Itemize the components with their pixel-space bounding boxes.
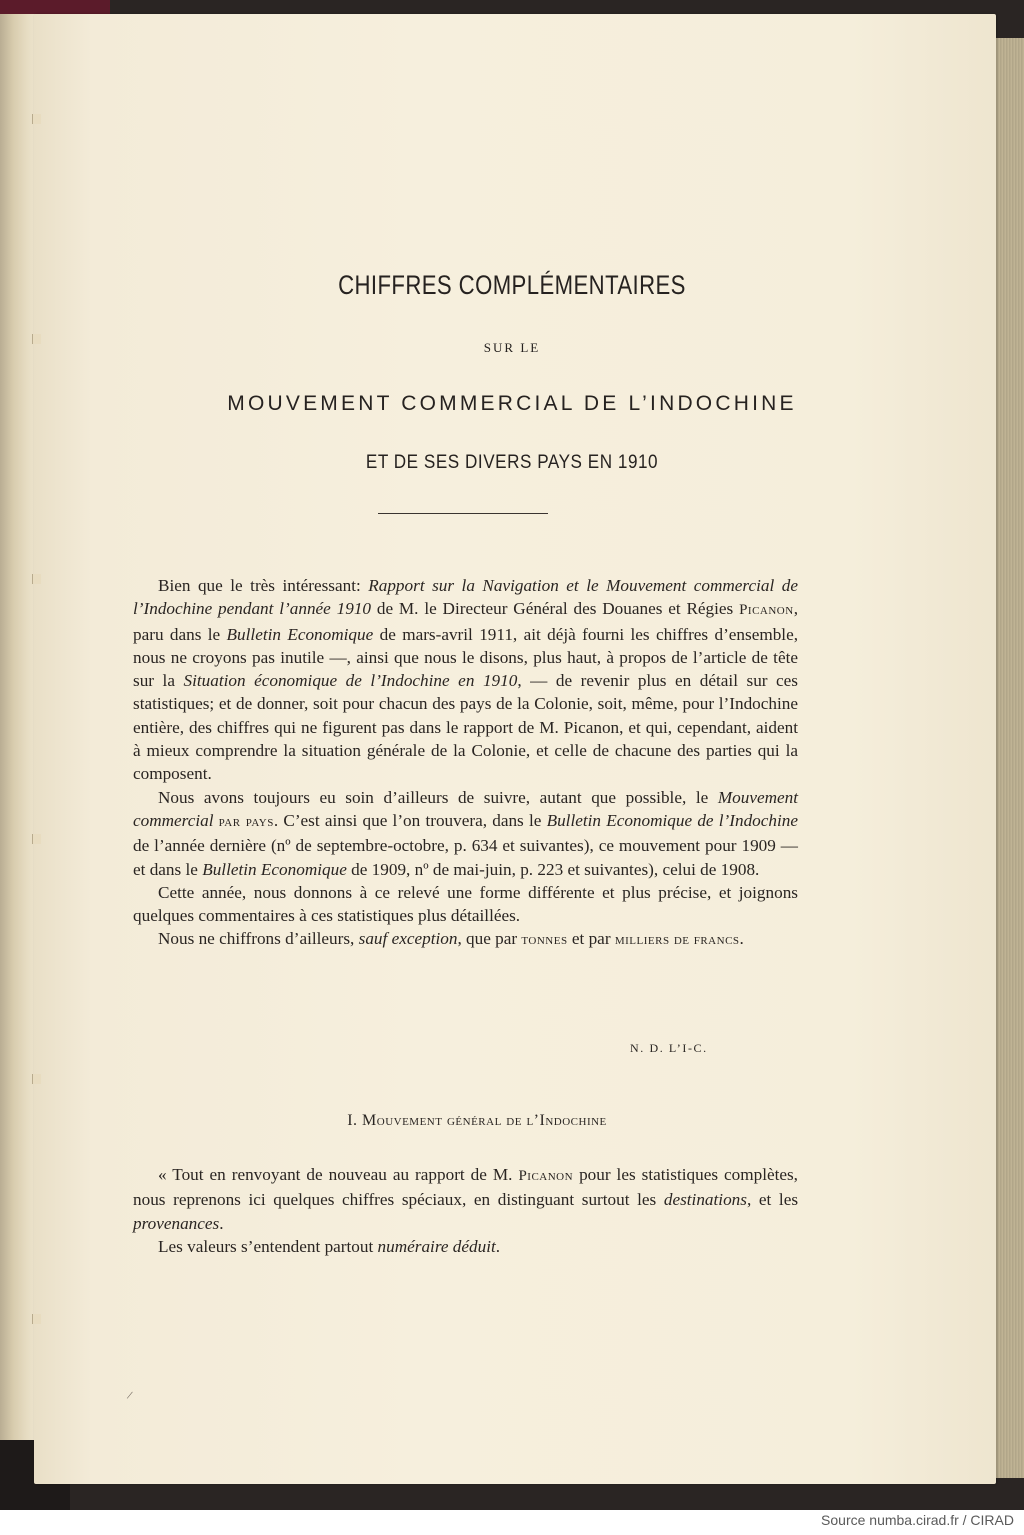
intro-paragraph-2: Nous avons toujours eu soin d’ailleurs de suivre, autant que possible, le Mouvement commercial par pays. C’est ainsi que l’on trouvera, dans le Bulletin Economique de l’Indochine de l’année dernière (nº de septembre-octobre, p. 634 et suivantes), ce mouvement pour 1909 — et dans le Bulletin Economique de 1909, nº de mai-juin, p. 223 et suivantes), celui de 1908.	[133, 787, 798, 879]
binding-cover-top	[0, 0, 110, 14]
section-paragraph-1: « Tout en renvoyant de nouveau au rapport de M. Picanon pour les statistiques complètes, nous reprenons ici quelques chiffres spéciaux, en distinguant surtout les destinations, et les provenances.	[133, 1165, 799, 1233]
intro-text	[133, 574, 798, 953]
intro-paragraph-1: Bien que le très intéressant: Rapport sur la Navigation et le Mouvement commercial de l’Indochine pendant l’année 1910 de M. le Directeur Général des Douanes et Régies Picanon, paru dans le Bulletin Economique de mars-avril 1911, ait déjà fourni les chiffres d’ensemble, nous ne croyons pas inutile —, ainsi que nous le disons, plus haut, à propos de l’article de tête sur la Situation économique de l’Indochine en 1910, — de revenir plus en détail sur ces statistiques; et de donner, soit pour chacun des pays de la Colonie, soit, même, pour l’Indochine entière, des chiffres qui ne figurent pas dans le rapport de M. Picanon, et qui, cependant, aident à mieux comprendre la situation générale de la Colonie, et celle de chacune des parties qui la composent.	[133, 576, 798, 784]
pencil-mark: /	[125, 1387, 134, 1403]
paper-tear	[32, 574, 41, 584]
editor-signature: N. D. L’I-C.	[630, 1041, 708, 1055]
intro-paragraph-3: Cette année, nous donnons à ce relevé une forme différente et plus précise, et joignons quelques commentaires à ces statistiques plus détaillées.	[133, 882, 798, 926]
section-paragraph-2: Les valeurs s’entendent partout numéraire déduit.	[158, 1236, 501, 1256]
paper-tear	[32, 1314, 41, 1324]
paper-tear	[32, 1074, 41, 1084]
title-rule	[378, 513, 548, 514]
section-heading: I. Mouvement général de l’Indochine	[347, 1112, 607, 1129]
article-title: CHIFFRES COMPLÉMENTAIRES	[338, 270, 686, 300]
paper-tear	[32, 114, 41, 124]
section-text	[133, 1163, 798, 1258]
article-subtitle-small: SUR LE	[483, 340, 541, 355]
article-subtitle-main: MOUVEMENT COMMERCIAL DE L’INDOCHINE	[227, 392, 797, 415]
source-credit: Source numba.cirad.fr / CIRAD	[821, 1512, 1014, 1528]
intro-paragraph-4: Nous ne chiffrons d’ailleurs, sauf exception, que par tonnes et par milliers de francs.	[158, 929, 744, 949]
book-spine	[0, 0, 38, 1510]
paper-tear	[32, 834, 41, 844]
article-subtitle-end: ET DE SES DIVERS PAYS EN 1910	[365, 452, 659, 473]
